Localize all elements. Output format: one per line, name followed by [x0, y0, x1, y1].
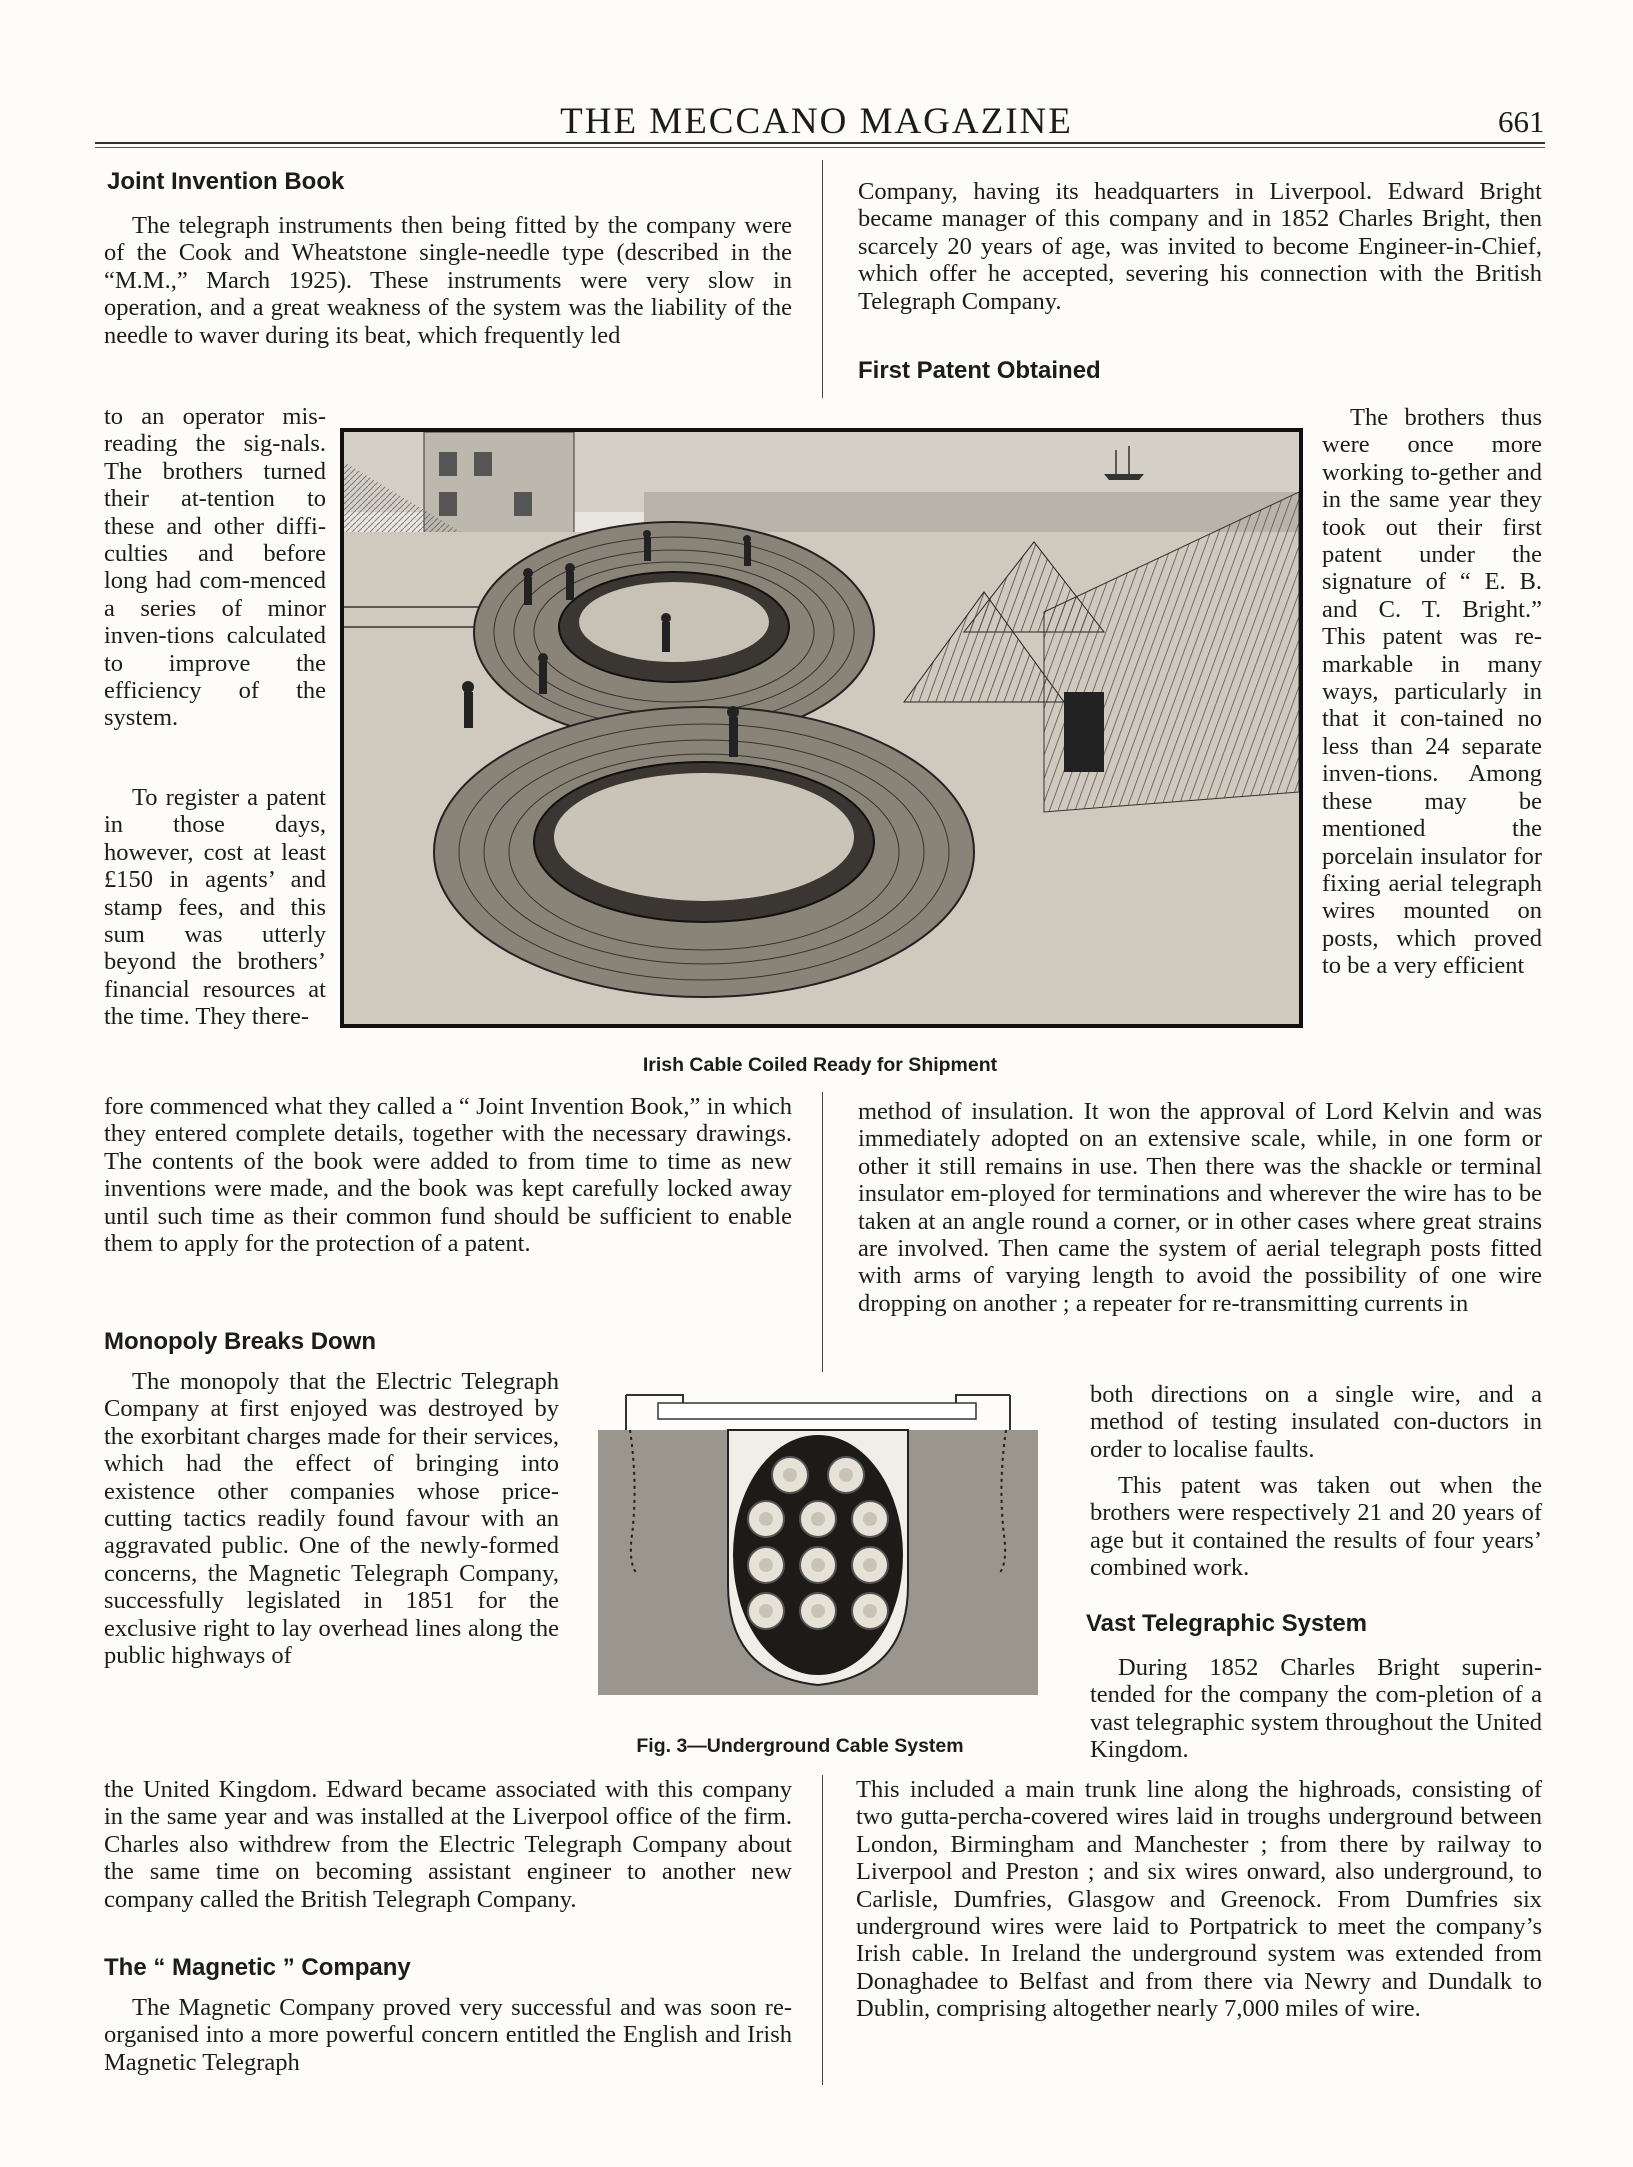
paragraph-operator-misreading: to an operator mis-reading the sig-nals. The brothers turned their at-tention to these and other diffi-culties and before long had com-menced a series of minor inven-tions calculated to improve the efficiency of the system. [104, 403, 326, 732]
underground-cable-figure [598, 1385, 1038, 1695]
underground-cable-diagram [598, 1385, 1038, 1695]
cable-coils-photo [340, 428, 1303, 1028]
photo-caption: Irish Cable Coiled Ready for Shipment [642, 1054, 998, 1076]
header-rule [95, 142, 1545, 144]
paragraph-joint-invention-book: fore commenced what they called a “ Joint Invention Book,” in which they entered complete details, together with the necessary drawings. The contents of the book were added to from time to time as new inventions were made, and the book was kept carefully locked away until such time as their common fund should be sufficient to enable them to apply for the protection of a patent. [104, 1093, 792, 1258]
paragraph-patent-age: This patent was taken out when the brothers were respectively 21 and 20 years of age but it contained the results of four years’ combined work. [1090, 1472, 1542, 1582]
paragraph-trunk-line: This included a main trunk line along the highroads, consisting of two gutta-percha-covered wires laid in troughs underground between London, Birmingham and Manchester ; from there by railway to Liverpool and Preston ; and six wires onward, also underground, to Carlisle, Dumfries, Glasgow and Greenock. From Dumfries six underground wires were laid to Portpatrick to meet the company’s Irish cable. In Ireland the underground system was extended from Donaghadee to Belfast and from there via Newry and Dundalk to Dublin, comprising altogether nearly 7,000 miles of wire. [856, 1776, 1542, 2023]
magazine-title: THE MECCANO MAGAZINE [560, 101, 1073, 142]
paragraph-vast-system: During 1852 Charles Bright superin-tended for the company the com-pletion of a vast telegraphic system throughout the United Kingdom. [1090, 1654, 1542, 1764]
paragraph-monopoly: The monopoly that the Electric Telegraph Company at first enjoyed was destroyed by the exorbitant charges made for their services, which had the effect of bringing into existence other companies whose price-cutting tactics readily found favour with an aggravated public. One of the newly-formed concerns, the Magnetic Telegraph Company, successfully legislated in 1851 for the exclusive right to lay overhead lines along the public highways of [104, 1368, 559, 1670]
paragraph-magnetic-company: The Magnetic Company proved very successful and was soon re-organised into a more powerful concern entitled the English and Irish Magnetic Telegraph [104, 1994, 792, 2076]
paragraph-patent-cost: To register a patent in those days, however, cost at least £150 in agents’ and stamp fees, and this sum was utterly beyond the brothers’ financial resources at the time. They there- [104, 784, 326, 1031]
paragraph-united-kingdom: the United Kingdom. Edward became associated with this company in the same year and was installed at the Liverpool office of the firm. Charles also withdrew from the Electric Telegraph Company about the same time on becoming assistant engineer to another new company called the British Telegraph Company. [104, 1776, 792, 1913]
heading-magnetic-company: The “ Magnetic ” Company [104, 1954, 411, 1981]
paragraph-company-liverpool: Company, having its headquarters in Liverpool. Edward Bright became manager of this company and in 1852 Charles Bright, then scarcely 20 years of age, was invited to become Engineer-in-Chief, which offer he accepted, severing his connection with the British Telegraph Company. [858, 178, 1542, 315]
paragraph-both-directions: both directions on a single wire, and a method of testing insulated con-ductors in order to localise faults. [1090, 1381, 1542, 1463]
paragraph-brothers-patent: The brothers thus were once more working to-gether and in the same year they took out their first patent under the signature of “ E. B. and C. T. Bright.” This patent was re-markable in many ways, particularly in that it con-tained no less than 24 separate inven-tions. Among these may be mentioned the porcelain insulator for fixing aerial telegraph wires mounted on posts, which proved to be a very efficient [1322, 404, 1542, 980]
heading-first-patent-obtained: First Patent Obtained [858, 357, 1101, 384]
column-divider-top [822, 160, 823, 398]
heading-vast-telegraphic-system: Vast Telegraphic System [1086, 1610, 1368, 1637]
page-number: 661 [1498, 104, 1545, 139]
header-rule-thin [95, 147, 1545, 148]
paragraph-telegraph-instruments: The telegraph instruments then being fitted by the company were of the Cook and Wheatstone single-needle type (described in the “M.M.,” March 1925). These instruments were very slow in operation, and a great weakness of the system was the liability of the needle to waver during its beat, which frequently led [104, 212, 792, 349]
column-divider-bottom [822, 1775, 823, 2085]
column-divider-middle [822, 1092, 823, 1372]
lower-cable-coil [434, 707, 974, 997]
heading-monopoly-breaks-down: Monopoly Breaks Down [104, 1328, 377, 1355]
heading-joint-invention-book: Joint Invention Book [107, 168, 345, 195]
fig3-caption: Fig. 3—Underground Cable System [636, 1735, 964, 1757]
paragraph-method-of-insulation: method of insulation. It won the approval of Lord Kelvin and was immediately adopted on an extensive scale, while, in one form or other it still remains in use. Then there was the shackle or terminal insulator em-ployed for terminations and wherever the wire has to be taken at an angle round a corner, or in other cases where great strains are involved. Then came the system of aerial telegraph posts fitted with arms of varying length to avoid the possibility of one wire dropping on another ; a repeater for re-transmitting currents in [858, 1098, 1542, 1317]
cable-coils-illustration [344, 432, 1299, 1024]
